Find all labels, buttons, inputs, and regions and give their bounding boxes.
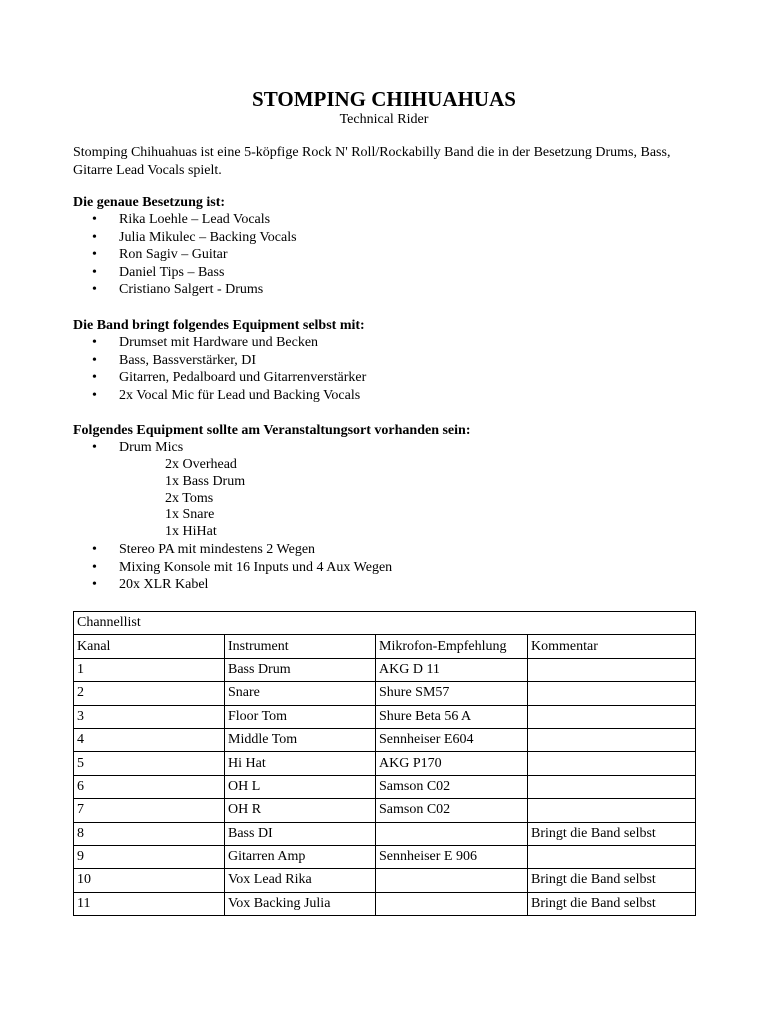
list-item-text: Drumset mit Hardware und Becken xyxy=(119,335,319,350)
list-item xyxy=(73,264,297,282)
table-cell: 1 xyxy=(74,658,225,681)
band-equipment-heading: Die Band bringt folgendes Equipment selbst mit: xyxy=(73,318,365,333)
document-title: STOMPING CHIHUAHUAS xyxy=(252,87,516,111)
list-item-text: Gitarren, Pedalboard und Gitarrenverstärker xyxy=(119,370,367,386)
table-cell xyxy=(528,752,696,775)
table-cell: 6 xyxy=(74,775,225,798)
list-item-text: Rika Loehle – Lead Vocals xyxy=(119,212,271,227)
list-item xyxy=(73,541,392,559)
list-item-text: 20x XLR Kabel xyxy=(119,577,209,593)
list-item xyxy=(73,281,297,299)
table-row xyxy=(74,682,696,705)
table-row xyxy=(74,799,696,822)
bullet-icon: • xyxy=(92,370,97,386)
table-cell: Sennheiser E 906 xyxy=(376,845,528,868)
list-item xyxy=(73,334,366,352)
table-cell: 5 xyxy=(74,752,225,775)
bullet-icon: • xyxy=(92,282,97,298)
list-item-text: Cristiano Salgert - Drums xyxy=(119,282,264,298)
list-item xyxy=(73,559,392,577)
table-cell: Bringt die Band selbst xyxy=(528,892,696,915)
table-cell: Floor Tom xyxy=(225,705,376,728)
list-item-text: 2x Vocal Mic für Lead und Backing Vocals xyxy=(119,387,361,403)
column-header-kanal: Kanal xyxy=(74,635,225,658)
table-cell: Bringt die Band selbst xyxy=(528,822,696,845)
list-item xyxy=(73,439,183,457)
list-item xyxy=(73,229,297,247)
table-cell: Samson C02 xyxy=(376,775,528,798)
table-cell: Middle Tom xyxy=(225,728,376,751)
table-row xyxy=(74,705,696,728)
list-item-text: Bass, Bassverstärker, DI xyxy=(119,352,257,368)
bullet-icon: • xyxy=(92,559,97,575)
list-item: 1x HiHat xyxy=(165,524,217,540)
table-cell xyxy=(376,892,528,915)
table-cell: Vox Backing Julia xyxy=(225,892,376,915)
table-row xyxy=(74,752,696,775)
table-cell: Bass DI xyxy=(225,822,376,845)
list-item: 1x Bass Drum xyxy=(165,473,246,489)
venue-equipment-list-continued xyxy=(73,541,392,594)
bullet-icon: • xyxy=(92,352,97,368)
list-item-text: Ron Sagiv – Guitar xyxy=(119,247,228,263)
table-title-row xyxy=(74,612,696,635)
table-cell: Samson C02 xyxy=(376,799,528,822)
list-item xyxy=(73,387,366,405)
table-cell: Shure SM57 xyxy=(376,682,528,705)
table-cell: Sennheiser E604 xyxy=(376,728,528,751)
table-cell: 7 xyxy=(74,799,225,822)
column-header-instrument: Instrument xyxy=(225,635,376,658)
channellist-title: Channellist xyxy=(74,612,696,635)
bullet-icon: • xyxy=(92,247,97,263)
venue-equipment-heading: Folgendes Equipment sollte am Veranstaltungsort vorhanden sein: xyxy=(73,423,471,438)
table-cell xyxy=(528,845,696,868)
table-cell: OH R xyxy=(225,799,376,822)
list-item: 2x Toms xyxy=(165,490,214,506)
table-cell: 10 xyxy=(74,869,225,892)
venue-equipment-list xyxy=(73,439,183,457)
lineup-list xyxy=(73,211,297,299)
list-item xyxy=(73,576,392,594)
bullet-icon: • xyxy=(92,212,97,227)
table-row xyxy=(74,869,696,892)
table-cell: AKG D 11 xyxy=(376,658,528,681)
table-cell: Bass Drum xyxy=(225,658,376,681)
intro-paragraph: Stomping Chihuahuas ist eine 5-köpfige Rock N' Roll/Rockabilly Band die in der Besetzung Drums, Bass, Gitarre Lead Vocals spielt. xyxy=(73,145,671,178)
list-item-text: Julia Mikulec – Backing Vocals xyxy=(119,229,297,245)
table-cell xyxy=(528,775,696,798)
bullet-icon: • xyxy=(92,229,97,245)
band-equipment-list xyxy=(73,334,366,404)
drum-mics-list xyxy=(165,457,245,541)
column-header-mikrofon: Mikrofon-Empfehlung xyxy=(376,635,528,658)
bullet-icon: • xyxy=(92,264,97,280)
table-row xyxy=(74,892,696,915)
column-header-kommentar: Kommentar xyxy=(528,635,696,658)
bullet-icon: • xyxy=(92,387,97,403)
list-item-text: Mixing Konsole mit 16 Inputs und 4 Aux Wegen xyxy=(119,559,393,575)
bullet-icon: • xyxy=(92,577,97,593)
table-cell xyxy=(376,822,528,845)
table-cell: AKG P170 xyxy=(376,752,528,775)
table-row xyxy=(74,845,696,868)
list-item: 2x Overhead xyxy=(165,457,237,472)
table-cell xyxy=(528,728,696,751)
table-cell: OH L xyxy=(225,775,376,798)
table-cell: 3 xyxy=(74,705,225,728)
table-cell xyxy=(528,705,696,728)
table-cell xyxy=(528,799,696,822)
table-row xyxy=(74,775,696,798)
list-item xyxy=(73,211,297,229)
table-cell: 4 xyxy=(74,728,225,751)
table-cell xyxy=(528,658,696,681)
table-cell: Bringt die Band selbst xyxy=(528,869,696,892)
list-item xyxy=(73,352,366,370)
table-cell xyxy=(376,869,528,892)
list-item-text: Drum Mics xyxy=(119,440,184,455)
list-item-text: Daniel Tips – Bass xyxy=(119,264,225,280)
bullet-icon: • xyxy=(92,542,97,557)
table-row xyxy=(74,822,696,845)
list-item xyxy=(73,369,366,387)
channellist-table xyxy=(73,611,696,916)
table-cell: Snare xyxy=(225,682,376,705)
table-cell: Vox Lead Rika xyxy=(225,869,376,892)
list-item xyxy=(73,246,297,264)
table-cell: Shure Beta 56 A xyxy=(376,705,528,728)
table-cell: 11 xyxy=(74,892,225,915)
document-subtitle: Technical Rider xyxy=(339,112,429,127)
table-cell: Gitarren Amp xyxy=(225,845,376,868)
table-cell: 8 xyxy=(74,822,225,845)
table-cell xyxy=(528,682,696,705)
table-row xyxy=(74,728,696,751)
table-cell: Hi Hat xyxy=(225,752,376,775)
table-row xyxy=(74,658,696,681)
bullet-icon: • xyxy=(92,440,97,455)
table-cell: 9 xyxy=(74,845,225,868)
list-item: 1x Snare xyxy=(165,507,215,523)
table-cell: 2 xyxy=(74,682,225,705)
bullet-icon: • xyxy=(92,335,97,350)
table-header-row xyxy=(74,635,696,658)
lineup-heading: Die genaue Besetzung ist: xyxy=(73,195,226,210)
list-item-text: Stereo PA mit mindestens 2 Wegen xyxy=(119,542,316,557)
